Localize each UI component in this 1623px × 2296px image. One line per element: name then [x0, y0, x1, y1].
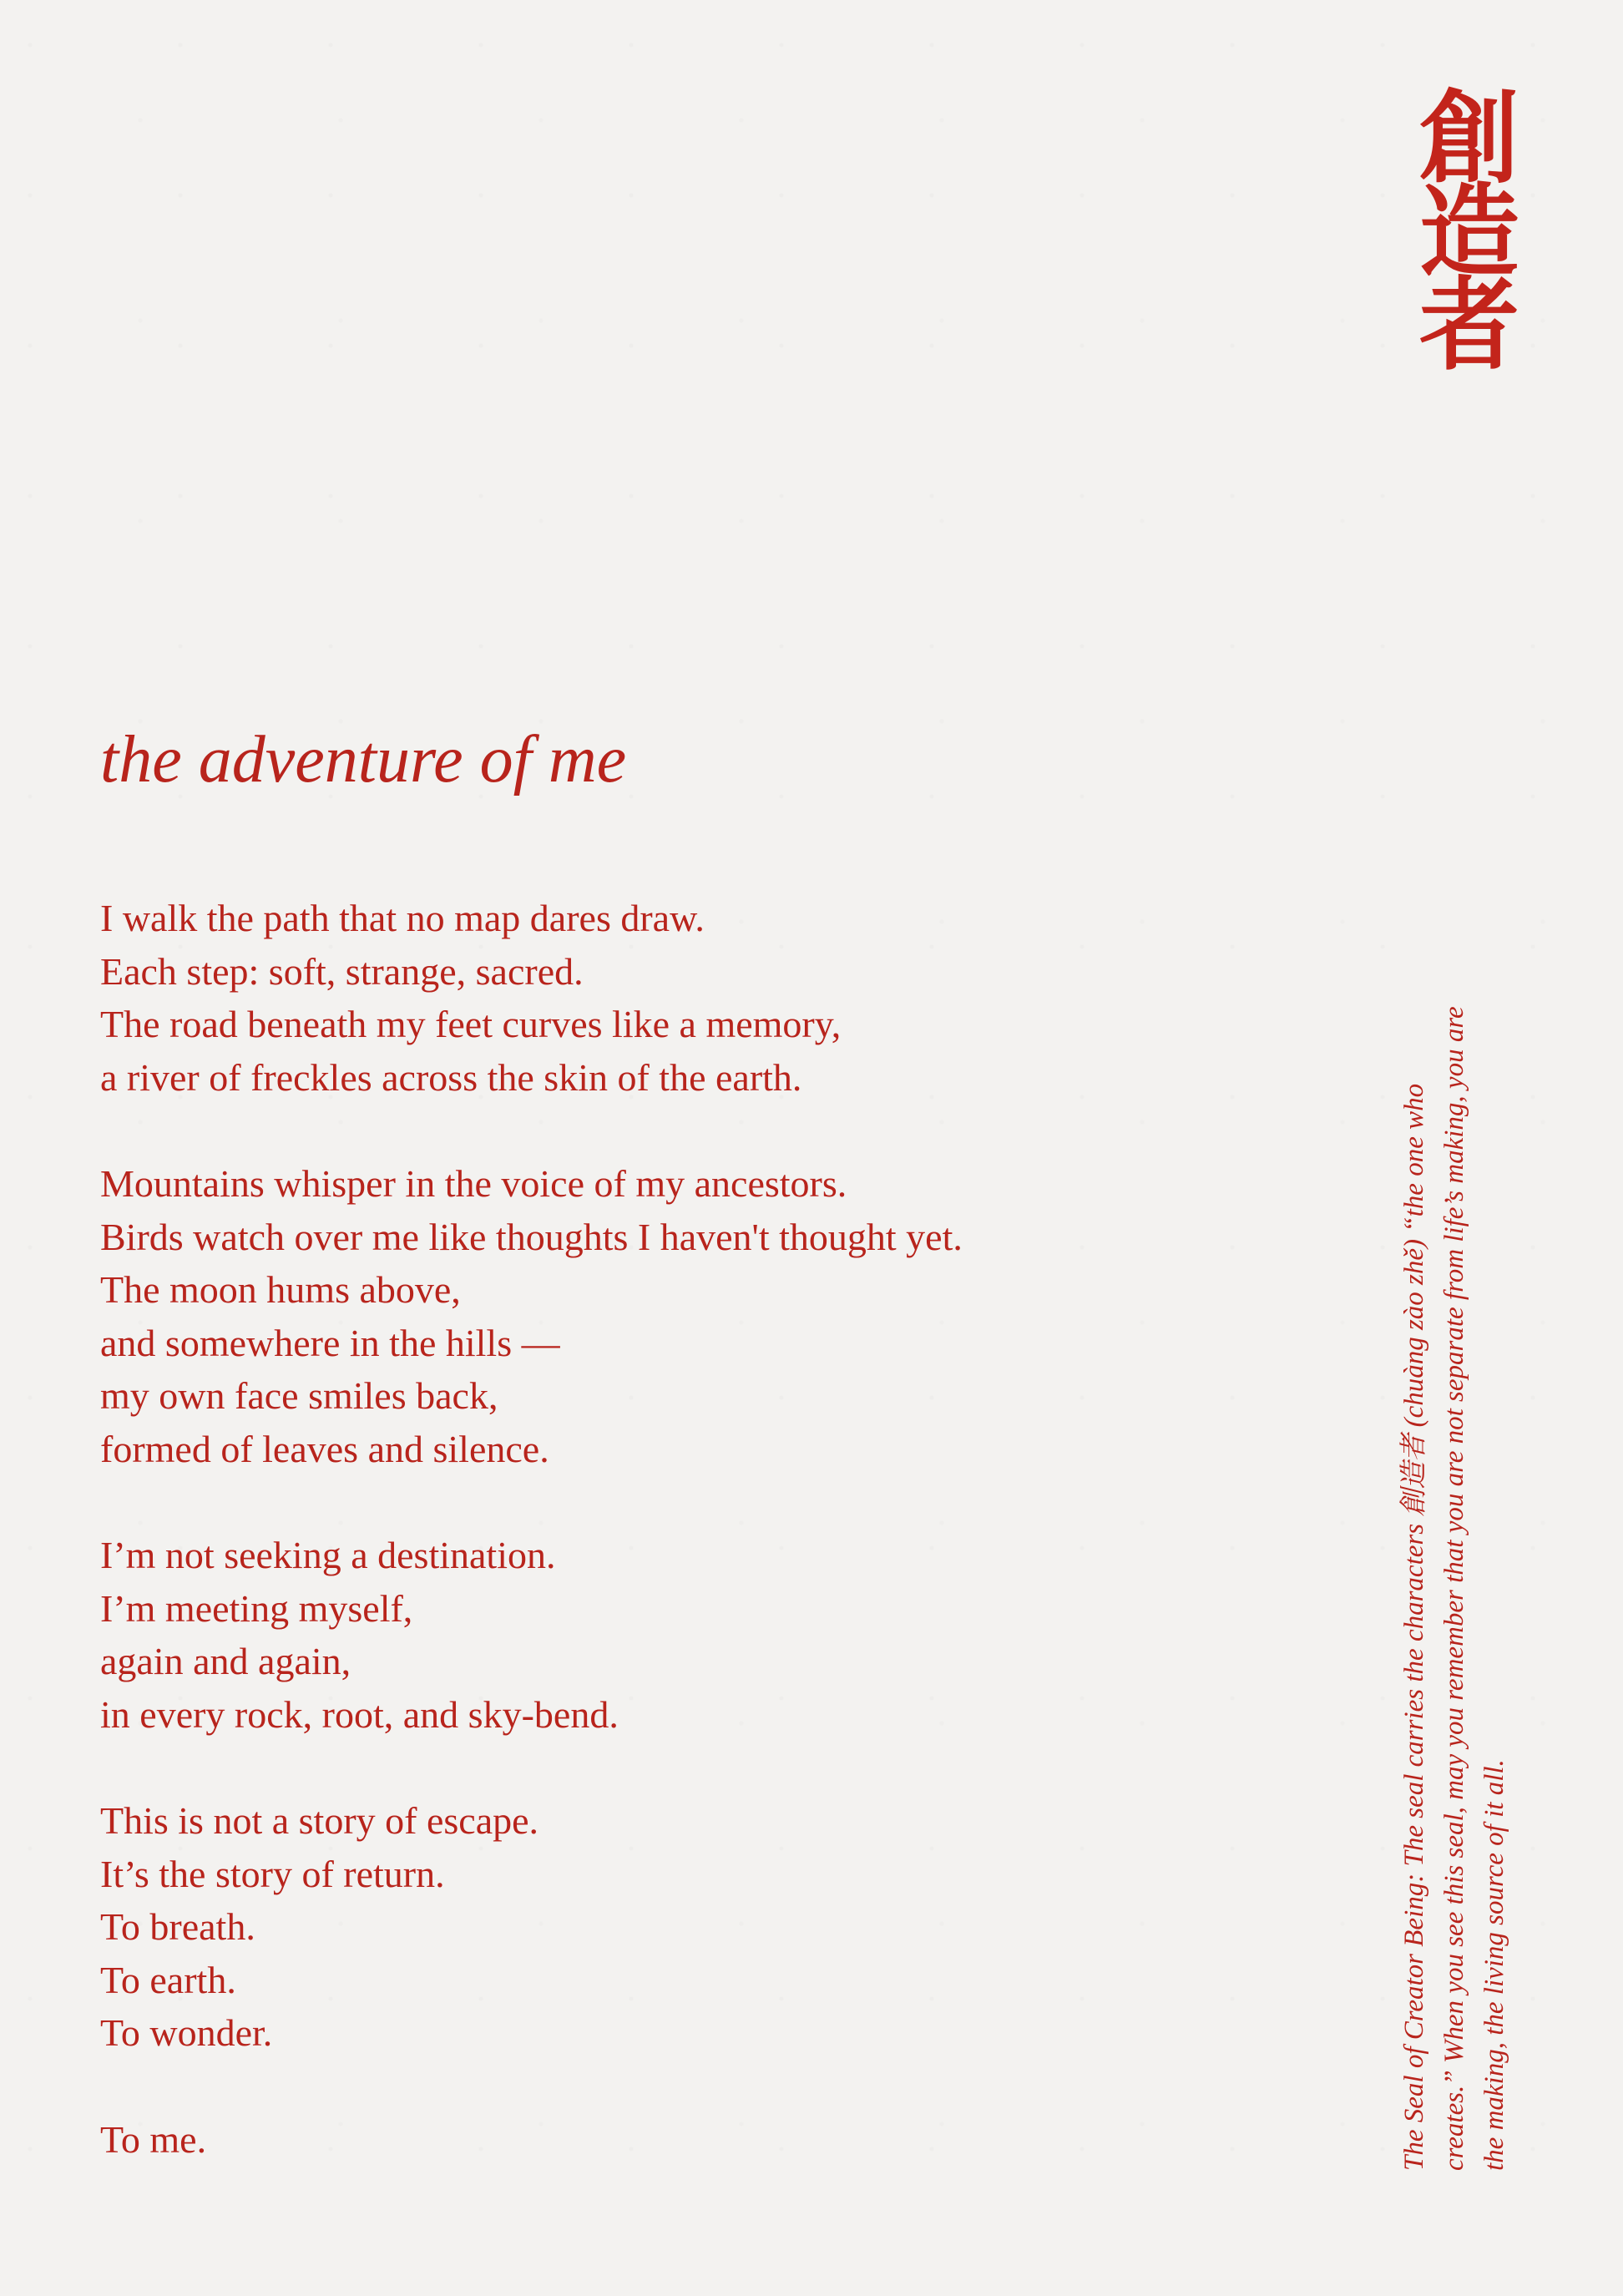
poem-line: The moon hums above,: [100, 1268, 461, 1311]
poem-line: my own face smiles back,: [100, 1374, 498, 1417]
poem-line: To earth.: [100, 1958, 236, 2001]
stanza-3: [100, 1529, 1269, 1741]
stanza-2: [100, 1157, 1269, 1475]
seal-char-3: 者: [1419, 266, 1519, 384]
poem-body: [100, 892, 1269, 2219]
poem-line: To breath.: [100, 1905, 255, 1948]
poem-title: the adventure of me: [100, 723, 627, 797]
poem-line: a river of freckles across the skin of the earth.: [100, 1055, 802, 1099]
poem-line: Each step: soft, strange, sacred.: [100, 949, 584, 993]
poem-line: I walk the path that no map dares draw.: [100, 897, 705, 939]
poem-line: in every rock, root, and sky-bend.: [100, 1692, 619, 1736]
seal-char-2: 造: [1419, 173, 1519, 291]
poem-line: again and again,: [100, 1640, 351, 1682]
stanza-1: [100, 892, 1269, 1104]
poem-line: To me.: [100, 2117, 207, 2161]
poem-line: I’m meeting myself,: [100, 1586, 413, 1630]
poem-line: formed of leaves and silence.: [100, 1427, 549, 1470]
stanza-4: [100, 1794, 1269, 2060]
poem-line: I’m not seeking a destination.: [100, 1534, 556, 1576]
stanza-5: [100, 2113, 1269, 2167]
poem-line: This is not a story of escape.: [100, 1799, 539, 1842]
creator-seal: [1403, 79, 1536, 384]
poem-line: To wonder.: [100, 2011, 273, 2054]
poem-line: Mountains whisper in the voice of my ancestors.: [100, 1162, 847, 1205]
seal-char-1: 創: [1419, 79, 1519, 197]
poem-line: Birds watch over me like thoughts I haven't thought yet.: [100, 1215, 963, 1258]
seal-explanation-note: The Seal of Creator Being: The seal carries the characters 創造者 (chuàng zào zhě) “the one who creates.” When you see this seal, may you remember that you are not separate from life’s making, you are the making, the living source of it all.: [1399, 1006, 1509, 2171]
poem-line: and somewhere in the hills —: [100, 1321, 560, 1364]
poem-line: It’s the story of return.: [100, 1852, 445, 1895]
poem-line: The road beneath my feet curves like a memory,: [100, 1003, 842, 1045]
